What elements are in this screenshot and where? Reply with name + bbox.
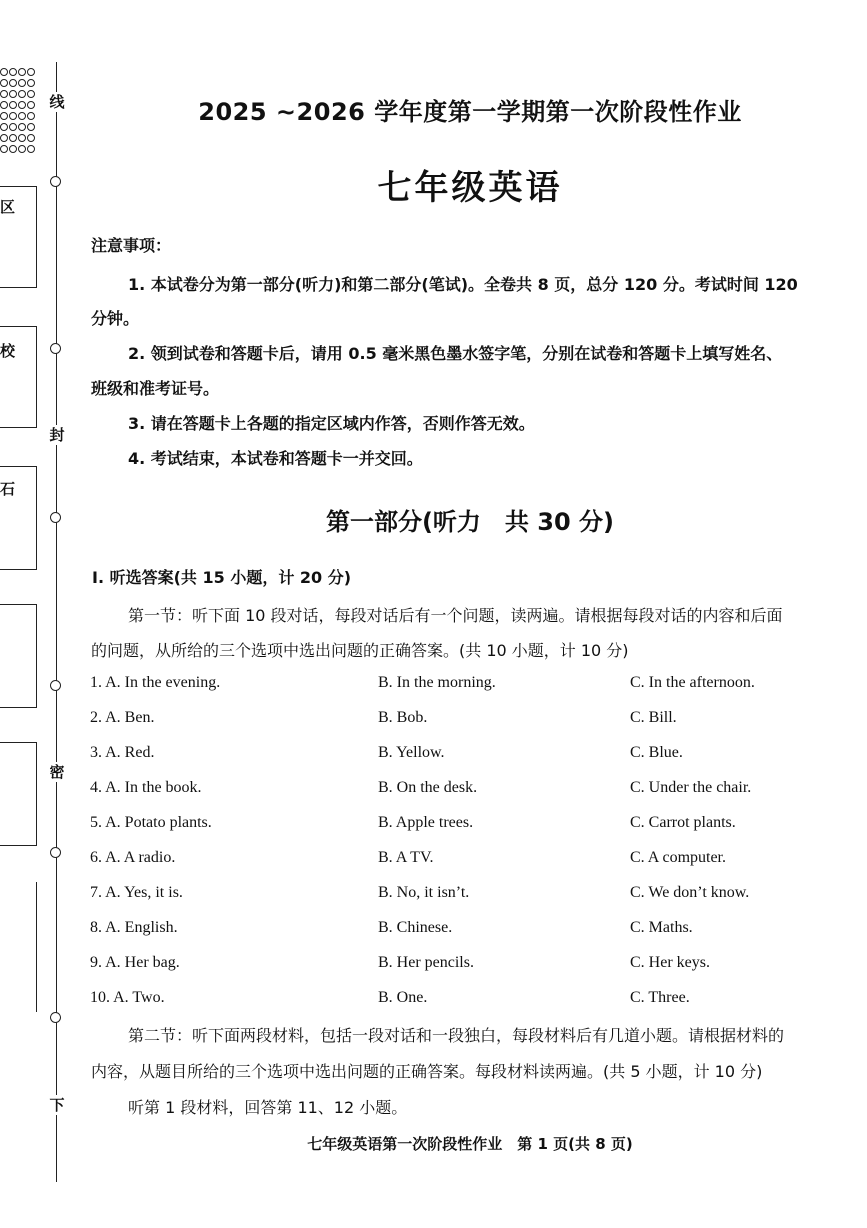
question-row: [90, 919, 860, 941]
name-field-box: [0, 604, 37, 708]
option-a: 1. A. In the evening.: [90, 674, 221, 691]
option-b: B. A TV.: [378, 849, 434, 866]
binding-char-feng: 封: [47, 425, 67, 445]
district-label: 区: [0, 198, 16, 216]
option-b: B. Chinese.: [378, 919, 453, 936]
option-c: C. In the afternoon.: [630, 674, 755, 691]
class-label-partial: 石: [0, 480, 16, 498]
option-c: C. Blue.: [630, 744, 683, 761]
note-line-3: 3. 请在答题卡上各题的指定区域内作答，否则作答无效。: [128, 414, 535, 433]
question-row: [90, 779, 860, 801]
option-c: C. We don’t know.: [630, 884, 750, 901]
page-footer: 七年级英语第一次阶段性作业 第 1 页(共 8 页): [307, 1135, 633, 1153]
binding-char-xian: 线: [47, 92, 67, 112]
binding-circle: [50, 512, 61, 523]
note-line-4: 4. 考试结束，本试卷和答题卡一并交回。: [128, 449, 423, 468]
option-b: B. Apple trees.: [378, 814, 474, 831]
subsection2-line1: 第二节：听下面两段材料，包括一段对话和一段独白，每段材料后有几道小题。请根据材料的: [128, 1026, 785, 1045]
seat-field-bar: [36, 882, 37, 1012]
binding-circle: [50, 847, 61, 858]
subject-title: 七年级英语: [377, 168, 563, 208]
option-c: C. Her keys.: [630, 954, 710, 971]
binding-circle: [50, 176, 61, 187]
binding-circle: [50, 680, 61, 691]
binding-margin: [0, 0, 80, 1228]
question-row: [90, 954, 860, 976]
binding-char-xia: 下: [47, 1095, 67, 1115]
option-a: 9. A. Her bag.: [90, 954, 180, 971]
option-c: C. Under the chair.: [630, 779, 752, 796]
note-line-1: 1. 本试卷分为第一部分(听力)和第二部分(笔试)。全卷共 8 页，总分 120 分。考试时间 120: [128, 275, 798, 294]
option-a: 6. A. A radio.: [90, 849, 176, 866]
option-b: B. One.: [378, 989, 428, 1006]
option-c: C. A computer.: [630, 849, 726, 866]
option-b: B. No, it isn’t.: [378, 884, 470, 901]
subsection2-line2: 内容，从题目所给的三个选项中选出问题的正确答案。每段材料读两遍。(共 5 小题，计 10 分): [91, 1062, 763, 1081]
note-line-2-cont: 班级和准考证号。: [91, 379, 220, 398]
section1-intro-line2: 的问题，从所给的三个选项中选出问题的正确答案。(共 10 小题，计 10 分): [91, 641, 629, 660]
option-b: B. In the morning.: [378, 674, 496, 691]
option-c: C. Bill.: [630, 709, 677, 726]
question-row: [90, 744, 860, 766]
answer-bubble-grid: [0, 68, 36, 156]
question-row: [90, 814, 860, 836]
section1-heading: Ⅰ. 听选答案(共 15 小题，计 20 分): [92, 568, 352, 587]
option-a: 5. A. Potato plants.: [90, 814, 212, 831]
option-a: 10. A. Two.: [90, 989, 165, 1006]
exam-title: 2025 ~2026 学年度第一学期第一次阶段性作业: [198, 98, 742, 126]
option-a: 4. A. In the book.: [90, 779, 202, 796]
question-row: [90, 674, 860, 696]
binding-circle: [50, 343, 61, 354]
question-row: [90, 884, 860, 906]
option-b: B. On the desk.: [378, 779, 478, 796]
option-a: 2. A. Ben.: [90, 709, 155, 726]
option-b: B. Bob.: [378, 709, 428, 726]
binding-circle: [50, 1012, 61, 1023]
part1-title: 第一部分(听力 共 30 分): [325, 508, 615, 536]
notes-heading: 注意事项：: [91, 236, 172, 255]
option-c: C. Maths.: [630, 919, 693, 936]
section1-intro-line1: 第一节：听下面 10 段对话，每段对话后有一个问题，读两遍。请根据每段对话的内容和后面: [128, 606, 783, 625]
option-a: 3. A. Red.: [90, 744, 155, 761]
question-row: [90, 849, 860, 871]
exam-no-field-box: [0, 742, 37, 846]
option-c: C. Three.: [630, 989, 690, 1006]
question-row: [90, 989, 860, 1011]
option-b: B. Yellow.: [378, 744, 445, 761]
option-c: C. Carrot plants.: [630, 814, 736, 831]
question-row: [90, 709, 860, 731]
note-line-2: 2. 领到试卷和答题卡后，请用 0.5 毫米黑色墨水签字笔，分别在试卷和答题卡上填写姓名、: [128, 344, 783, 363]
option-a: 8. A. English.: [90, 919, 178, 936]
note-line-1-cont: 分钟。: [91, 309, 140, 328]
option-b: B. Her pencils.: [378, 954, 474, 971]
school-label: 校: [0, 342, 16, 360]
listen-prompt: 听第 1 段材料，回答第 11、12 小题。: [128, 1098, 408, 1117]
binding-char-mi: 密: [47, 762, 67, 782]
option-a: 7. A. Yes, it is.: [90, 884, 183, 901]
